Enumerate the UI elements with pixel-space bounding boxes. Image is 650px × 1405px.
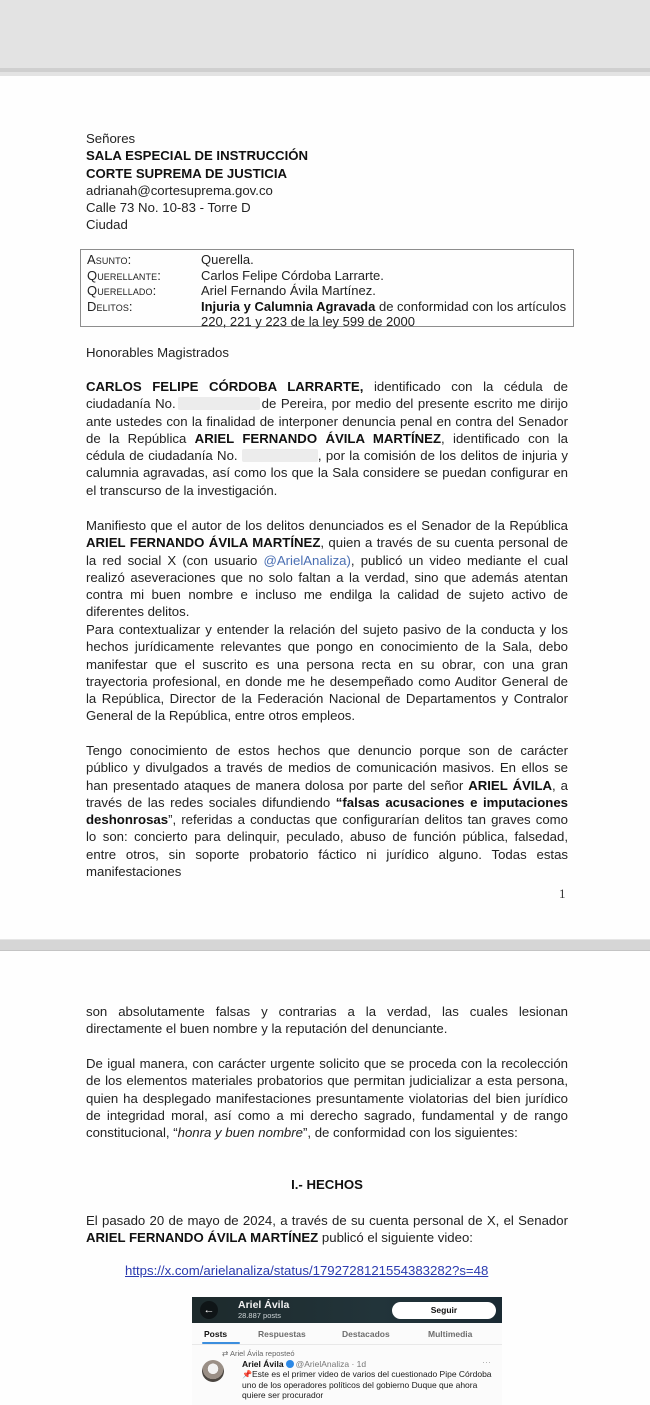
recipient-email: adrianah@cortesuprema.gov.co — [86, 182, 273, 198]
salutation: Señores — [86, 131, 136, 146]
paragraph-text: El pasado 20 de mayo de 2024, a través de su cuenta personal de X, el Senador — [86, 1213, 568, 1228]
profile-header — [192, 1297, 502, 1323]
page-1 — [0, 76, 650, 939]
active-tab-indicator — [202, 1342, 240, 1344]
recipient-street: Calle 73 No. 10-83 - Torre D — [86, 200, 251, 216]
paragraph-1 — [86, 378, 568, 499]
quoted-accusation: “falsas acusaciones e imputaciones deshonrosas — [86, 794, 568, 828]
subject-value: Ariel Fernando Ávila Martínez. — [201, 283, 376, 299]
recipient-city: Ciudad — [86, 217, 128, 233]
paragraph-text: , identificado con la cédula de ciudadanía No. — [86, 430, 569, 464]
tab-respuestas: Respuestas — [258, 1329, 306, 1339]
tweet-screenshot — [192, 1297, 502, 1405]
paragraph-3: Para contextualizar y entender la relación del sujeto pasivo de la conducta y los hechos jurídicamente relevantes que pongo en conocimiento de la Sala, debo manifestar que el suscrito es una persona recta en su obrar, con una gran trayectoria profesional, en donde me he desempeñado como Auditor General de la República, Director de la Federación Nacional de Departamentos y Contralor General de la República, entre otros empleos. — [86, 622, 568, 724]
posts-count: 28.887 posts — [238, 1311, 281, 1320]
paragraph-text: , publicó un video mediante el cual realizó aseveraciones que no solo faltan a la verdad, sino que además atentan contra mi buen nombre e incluso me endilga la calidad de sujeto activo de diferentes delitos. — [86, 552, 568, 620]
verified-badge-icon — [286, 1360, 294, 1368]
repost-text: Ariel Ávila reposteó — [229, 1349, 295, 1358]
address-block — [86, 130, 568, 234]
repost-label — [222, 1349, 295, 1358]
paragraph-text: publicó el siguiente video: — [318, 1230, 473, 1246]
tab-destacados: Destacados — [342, 1329, 390, 1339]
repost-icon: ⇄ — [222, 1349, 230, 1358]
paragraph-text: , por la comisión de los delitos de injuria y calumnia agravadas, así como los que la Sala considere se puedan configurar en el transcurso de la investigación. — [86, 448, 569, 498]
italic-phrase: honra y buen nombre — [177, 1125, 303, 1141]
subject-value: Querella. — [201, 252, 254, 267]
recipient-line-2: CORTE SUPREMA DE JUSTICIA — [86, 165, 288, 181]
tab-posts: Posts — [204, 1329, 228, 1339]
redacted-id-number — [178, 397, 260, 410]
paragraph-text: ”, de conformidad con los siguientes: — [303, 1125, 518, 1141]
profile-name: Ariel Ávila — [238, 1299, 290, 1311]
paragraph-4 — [86, 742, 568, 880]
defendant-name: ARIEL FERNANDO ÁVILA MARTÍNEZ — [86, 1230, 319, 1246]
paragraph-text: , quien a través de su cuenta personal de la red social X (con usuario — [86, 535, 568, 568]
paragraph-text: Manifiesto que el autor de los delitos denunciados es el Senador de la República — [86, 518, 568, 533]
paragraph-text: Tengo conocimiento de estos hechos que denuncio porque son de carácter público y divulgados a través de medios de comunicación masivos. En ellos se han presentado ataques de manera dolosa por parte del señor — [86, 743, 568, 793]
paragraph-6 — [86, 1055, 568, 1141]
page-number: 1 — [559, 886, 566, 901]
subject-value-text: de conformidad con los artículos — [375, 298, 567, 314]
tab-multimedia: Multimedia — [428, 1329, 473, 1339]
avatar — [202, 1360, 224, 1382]
subject-key: Delitos: — [87, 298, 133, 314]
tweet-author — [242, 1359, 366, 1369]
section-heading: I.- HECHOS — [291, 1177, 363, 1192]
subject-key: Querellado: — [87, 283, 157, 299]
paragraph-5: son absolutamente falsas y contrarias a la verdad, las cuales lesionan directamente el buen nombre y la reputación del denunciante. — [86, 1004, 568, 1037]
subject-row-querellado — [87, 283, 567, 299]
paragraph-text: , a través de las redes sociales difundiendo — [86, 777, 568, 810]
page-separator — [0, 939, 650, 951]
greeting: Honorables Magistrados — [86, 345, 229, 360]
author-handle: @ArielAnaliza · 1d — [295, 1359, 367, 1369]
subject-table — [80, 249, 574, 330]
defendant-short-name: ARIEL ÁVILA — [468, 777, 553, 793]
subject-key: Querellante: — [87, 267, 161, 283]
complainant-name: CARLOS FELIPE CÓRDOBA LARRARTE, — [86, 379, 364, 394]
viewer-top-margin — [0, 0, 650, 72]
page-2 — [0, 951, 650, 1405]
tweet-url-link[interactable]: https://x.com/arielanaliza/status/1792728121554383282?s=48 — [125, 1263, 489, 1278]
paragraph-text: De igual manera, con carácter urgente solicito que se proceda con la recolección de los elementos materiales probatorios que permitan judicializar a esta persona, quien ha desplegado manifestaciones presuntamente violatorias del bien jurídico de integridad moral, así como a mi derecho sagrado, fundamental y de rango constitucional, “ — [86, 1056, 568, 1141]
subject-row-asunto — [87, 252, 567, 268]
subject-row-querellante — [87, 268, 567, 284]
x-handle-link[interactable]: @ArielAnaliza) — [263, 552, 351, 568]
author-name: Ariel Ávila — [242, 1359, 284, 1369]
subject-value — [201, 299, 567, 330]
subject-value-line2: 220, 221 y 223 de la ley 599 de 2000 — [201, 314, 415, 330]
subject-value: Carlos Felipe Córdoba Larrarte. — [201, 267, 384, 283]
paragraph-text: de Pereira, por medio del presente escrito me dirijo ante ustedes con la finalidad de interponer denuncia penal en contra del Senador de la República — [86, 396, 568, 446]
subject-key: Asunto: — [87, 252, 132, 267]
defendant-name: ARIEL FERNANDO ÁVILA MARTÍNEZ — [194, 430, 442, 446]
tweet-body: Este es el primer video de varios del cuestionado Pipe Córdoba uno de los operadores políticos del gobierno Duque que ahora quiere ser procurador — [242, 1369, 492, 1400]
paragraph-text: identificado con la cédula de ciudadanía No. — [86, 379, 569, 412]
defendant-name: ARIEL FERNANDO ÁVILA MARTÍNEZ — [86, 535, 321, 551]
follow-button: Seguir — [392, 1302, 496, 1319]
more-options-icon: ··· — [482, 1357, 491, 1367]
profile-tabs — [192, 1325, 502, 1345]
paragraph-2 — [86, 517, 568, 621]
paragraph-7 — [86, 1212, 568, 1247]
paragraph-text: ”, referidas a conductas que configurarían delitos tan graves como lo son: concierto para delinquir, peculado, abuso de función pública, falsedad, entre otros, sin soporte probatorio fáctico ni jurídico alguno. Todas estas manifestaciones — [86, 812, 568, 880]
tweet-text — [242, 1369, 492, 1400]
back-arrow-icon: ← — [200, 1301, 218, 1319]
recipient-line-1: SALA ESPECIAL DE INSTRUCCIÓN — [86, 148, 309, 164]
subject-row-delitos — [87, 299, 567, 330]
redacted-id-number — [242, 449, 318, 462]
pin-icon: 📌 — [242, 1370, 252, 1379]
crime-name: Injuria y Calumnia Agravada — [201, 298, 376, 314]
